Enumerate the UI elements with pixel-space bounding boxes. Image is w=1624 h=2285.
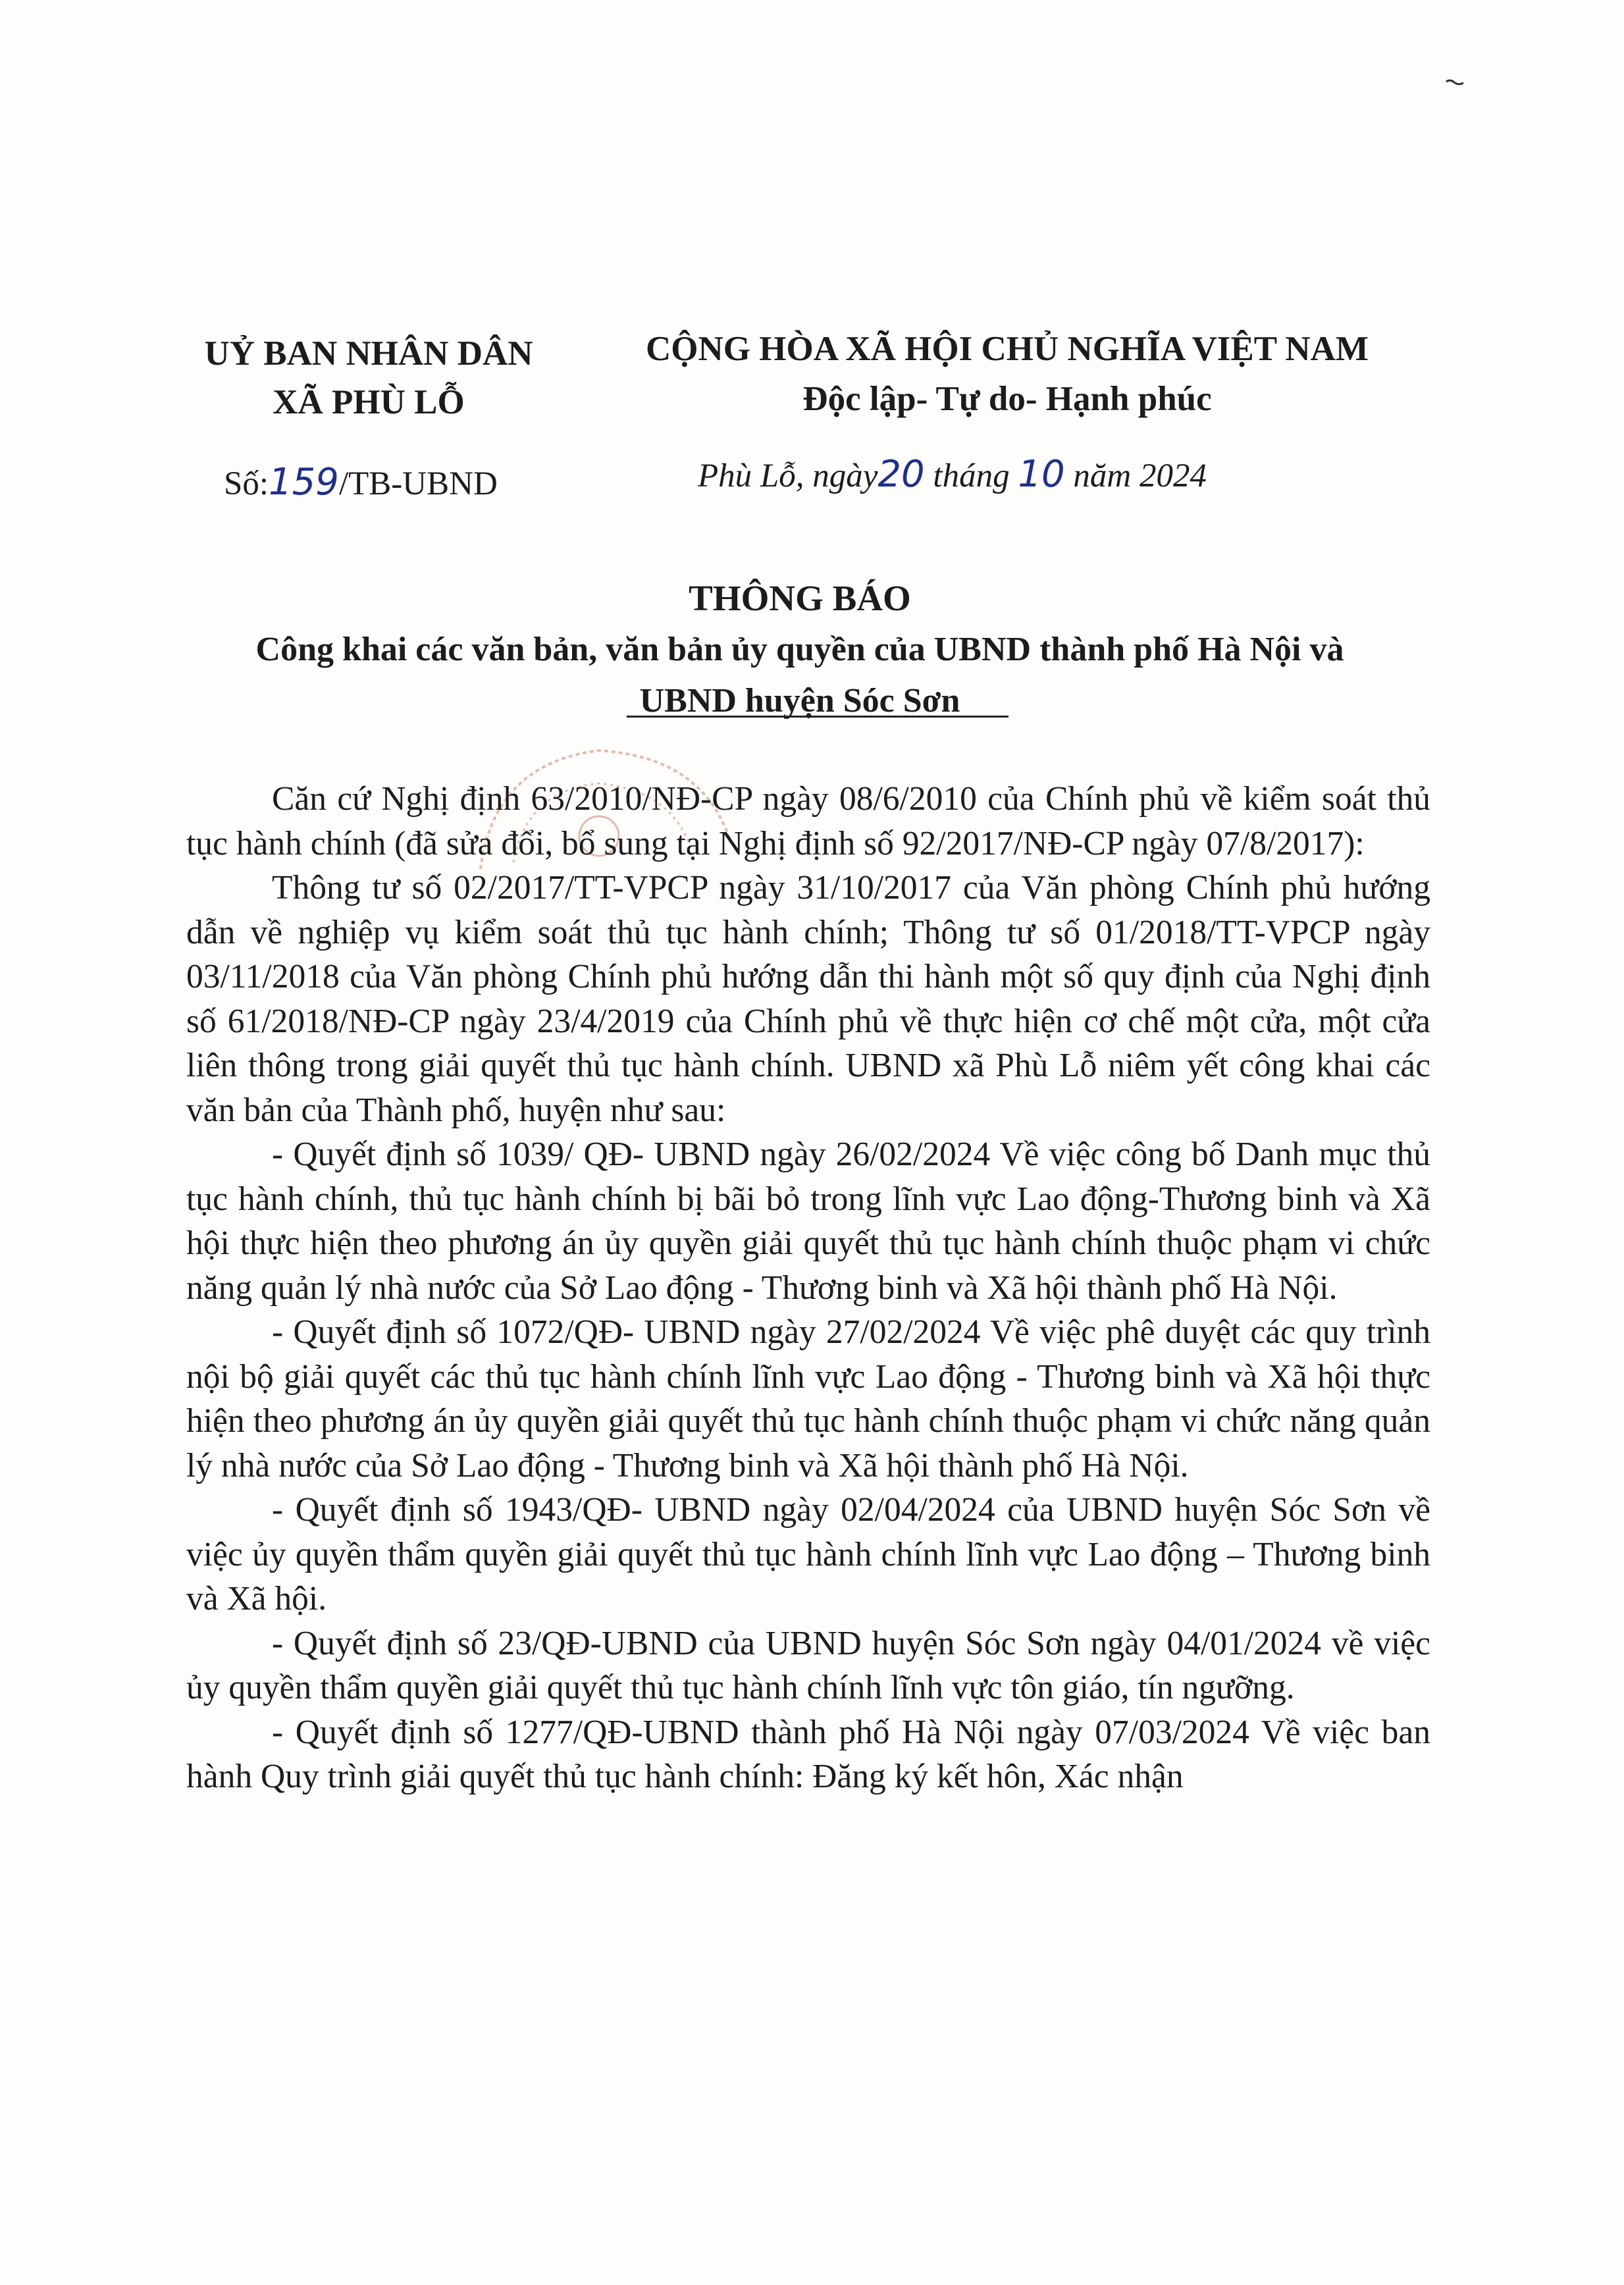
authority-line-2: XÃ PHÙ LỖ [273,383,465,421]
nation-name: CỘNG HÒA XÃ HỘI CHỦ NGHĨA VIỆT NAM [646,330,1369,368]
title-underline [627,716,1008,718]
date-line [698,453,1207,496]
list-item-decision-1277: - Quyết định số 1277/QĐ-UBND thành phố Hà Nội ngày 07/03/2024 Về việc ban hành Quy trình giải quyết thủ tục hành chính: Đăng ký kết hôn, Xác nhận [186,1713,1430,1795]
motto: Độc lập- Tự do- Hạnh phúc [802,380,1212,418]
month-label: tháng [933,458,1010,494]
notice-title-block [165,573,1435,727]
notice-subtitle-line-2: UBND huyện Sóc Sơn [639,682,960,720]
list-item-decision-1072: - Quyết định số 1072/QĐ- UBND ngày 27/02/2024 Về việc phê duyệt các quy trình nội bộ giải quyết các thủ tục hành chính lĩnh vực Lao động - Thương binh và Xã hội thực hiện theo phương án ủy quyền giải quyết thủ tục hành chính thuộc phạm vi chức năng quản lý nhà nước của Sở Lao động - Thương binh và Xã hội thành phố Hà Nội. [186,1313,1430,1484]
handwritten-day: 20 [877,453,925,496]
notice-subtitle-line-1: Công khai các văn bản, văn bản ủy quyền của UBND thành phố Hà Nội và [255,631,1344,668]
place-day-label: Phù Lỗ, ngày [698,458,878,494]
notice-title: THÔNG BÁO [689,578,911,618]
list-item-decision-1943: - Quyết định số 1943/QĐ- UBND ngày 02/04/2024 của UBND huyện Sóc Sơn về việc ủy quyền thẩm quyền giải quyết thủ tục hành chính lĩnh vực Lao động – Thương binh và Xã hội. [186,1491,1430,1617]
paragraph-legal-basis-2: Thông tư số 02/2017/TT-VPCP ngày 31/10/2017 của Văn phòng Chính phủ hướng dẫn về nghiệp vụ kiểm soát thủ tục hành chính; Thông tư số 01/2018/TT-VPCP ngày 03/11/2018 của Văn phòng Chính phủ hướng dẫn thi hành một số quy định của Nghị định số 61/2018/NĐ-CP ngày 23/4/2019 của Chính phủ về thực hiện cơ chế một cửa, một cửa liên thông trong giải quyết thủ tục hành chính. UBND xã Phù Lỗ niêm yết công khai các văn bản của Thành phố, huyện như sau: [186,869,1430,1129]
corner-scribble-mark [1445,78,1465,87]
year-label: năm 2024 [1073,458,1207,494]
authority-line-1: UỶ BAN NHÂN DÂN [204,334,533,373]
document-number [224,461,498,504]
issuing-authority [165,329,573,427]
doc-number-suffix: /TB-UBND [338,465,498,502]
handwritten-doc-number: 159 [269,461,339,504]
list-item-decision-23: - Quyết định số 23/QĐ-UBND của UBND huyện Sóc Sơn ngày 04/01/2024 về việc ủy quyền thẩm quyền giải quyết thủ tục hành chính lĩnh vực tôn giáo, tín ngưỡng. [186,1624,1430,1706]
handwritten-month: 10 [1018,453,1065,496]
paragraph-legal-basis-1: Căn cứ Nghị định 63/2010/NĐ-CP ngày 08/6/2010 của Chính phủ về kiểm soát thủ tục hành chính (đã sửa đổi, bổ sung tại Nghị định số 92/2017/NĐ-CP ngày 07/8/2017): [186,780,1430,862]
doc-number-prefix: Số: [224,465,269,502]
list-item-decision-1039: - Quyết định số 1039/ QĐ- UBND ngày 26/02/2024 Về việc công bố Danh mục thủ tục hành chính, thủ tục hành chính bị bãi bỏ trong lĩnh vực Lao động-Thương binh và Xã hội thực hiện theo phương án ủy quyền giải quyết thủ tục hành chính thuộc phạm vi chức năng quản lý nhà nước của Sở Lao động - Thương binh và Xã hội thành phố Hà Nội. [186,1136,1430,1307]
notice-body [186,777,1430,1799]
national-motto [579,324,1435,424]
